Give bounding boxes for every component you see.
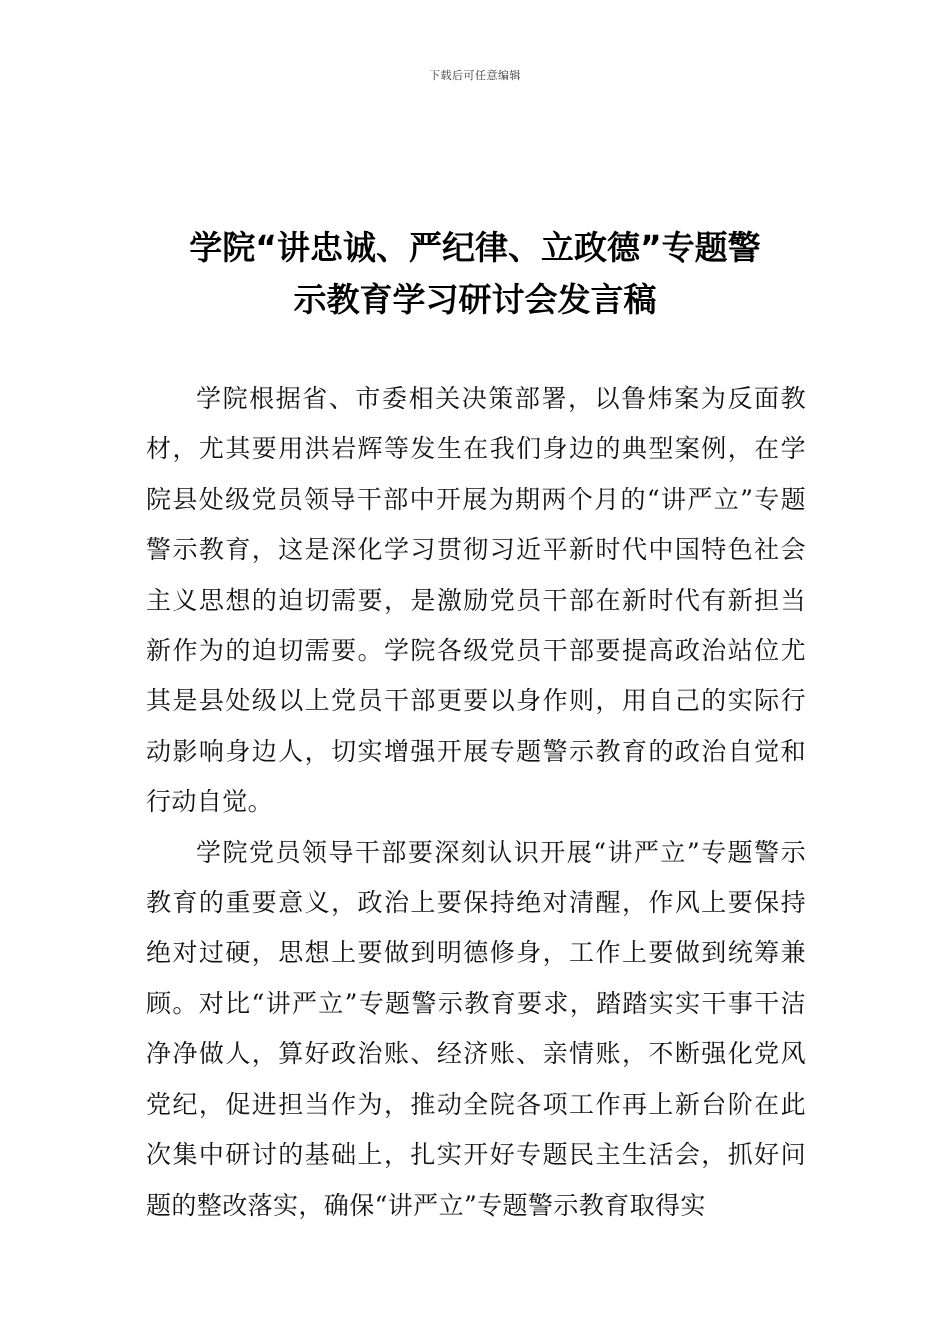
title-line-2: 示教育学习研讨会发言稿 (293, 280, 657, 319)
paragraph: 学院党员领导干部要深刻认识开展“讲严立”专题警示教育的重要意义，政治上要保持绝对清醒，作风上要保持绝对过硬，思想上要做到明德修身，工作上要做到统筹兼顾。对比“讲严立”专题警示教育要求，踏踏实实干事干洁净净做人，算好政治账、经济账、亲情账，不断强化党风党纪，促进担当作为，推动全院各项工作再上新台阶在此次集中研讨的基础上，扎实开好专题民主生活会，抓好问题的整改落实，确保“讲严立”专题警示教育取得实 (146, 837, 806, 1220)
title-line-1: 学院“讲忠诚、严纪律、立政德”专题警 (189, 228, 761, 267)
header-note: 下载后可任意编辑 (429, 69, 521, 82)
document-body (146, 374, 806, 1231)
document-title (150, 222, 800, 326)
paragraph: 学院根据省、市委相关决策部署，以鲁炜案为反面教材，尤其要用洪岩辉等发生在我们身边的典型案例，在学院县处级党员领导干部中开展为期两个月的“讲严立”专题警示教育，这是深化学习贯彻习近平新时代中国特色社会主义思想的迫切需要，是激励党员干部在新时代有新担当新作为的迫切需要。学院各级党员干部要提高政治站位尤其是县处级以上党员干部更要以身作则，用自己的实际行动影响身边人，切实增强开展专题警示教育的政治自觉和行动自觉。 (146, 384, 806, 817)
